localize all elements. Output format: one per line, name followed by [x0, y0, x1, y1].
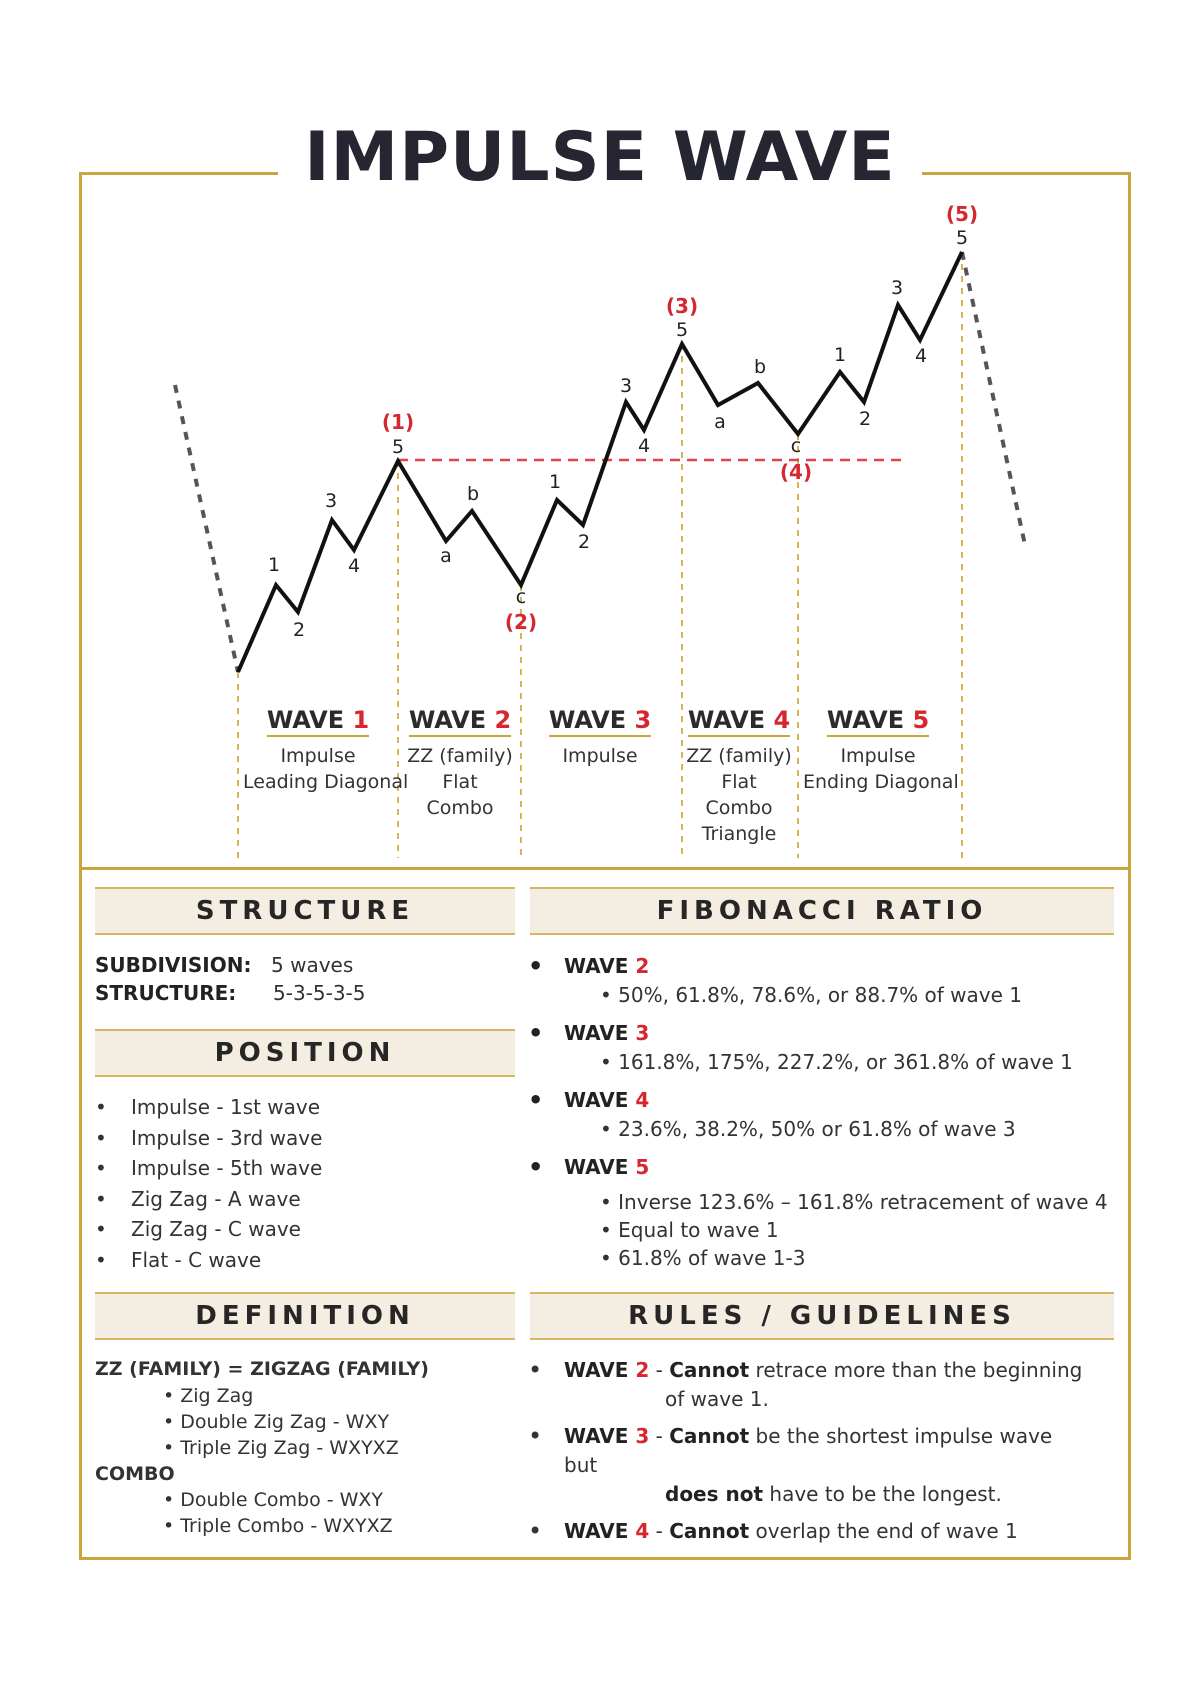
sub-label: 4: [347, 555, 361, 577]
subdivision-value: 5 waves: [271, 953, 354, 977]
list-item: • Zig Zag - A wave: [95, 1184, 322, 1215]
outgoing-trend-line: [962, 252, 1025, 545]
sub-label: c: [515, 586, 527, 608]
major-label-3: (3): [665, 294, 699, 318]
wave-2-desc: Flat: [442, 771, 478, 793]
incoming-trend-line: [175, 385, 238, 672]
sub-label: 4: [637, 435, 651, 457]
definition-item: • Triple Zig Zag - WXYXZ: [163, 1437, 399, 1459]
combo-title: COMBO: [95, 1463, 175, 1485]
rule-wave-2: • WAVE 2 - Cannot retrace more than the beginning: [528, 1356, 1088, 1385]
rule-wave-4: • WAVE 4 - Cannot overlap the end of wave 1: [528, 1517, 1088, 1546]
wave-4-desc: Combo: [705, 797, 773, 819]
wave-5-desc: Impulse: [840, 745, 916, 767]
sub-label: b: [466, 483, 480, 505]
list-item: • Impulse - 1st wave: [95, 1092, 322, 1123]
wave-1-desc: Leading Diagonal: [243, 771, 409, 793]
impulse-wave-path: [238, 252, 962, 672]
sub-label: a: [440, 545, 452, 567]
zz-family-title: ZZ (FAMILY) = ZIGZAG (FAMILY): [95, 1358, 429, 1380]
list-item: • Impulse - 3rd wave: [95, 1123, 322, 1154]
wave-3-title: WAVE 3: [549, 705, 651, 737]
fib-ratio: • Inverse 123.6% – 161.8% retracement of wave 4: [600, 1190, 1108, 1214]
section-divider: [79, 867, 1131, 870]
fibonacci-heading: FIBONACCI RATIO: [530, 887, 1114, 935]
fib-wave-5: • WAVE 5: [528, 1152, 1088, 1182]
sub-label: 3: [324, 490, 338, 512]
fib-ratio: • 161.8%, 175%, 227.2%, or 361.8% of wave 1: [600, 1050, 1073, 1074]
major-label-4: (4): [779, 460, 813, 484]
sub-label: 4: [914, 345, 928, 367]
fib-ratio: • 23.6%, 38.2%, 50% or 61.8% of wave 3: [600, 1117, 1016, 1141]
list-item: • Flat - C wave: [95, 1245, 322, 1276]
wave-4-desc: ZZ (family): [686, 745, 792, 767]
definition-item: • Double Zig Zag - WXY: [163, 1411, 390, 1433]
definition-item: • Zig Zag: [163, 1385, 254, 1407]
wave-2-desc: Combo: [426, 797, 494, 819]
position-list: [95, 1092, 322, 1275]
major-label-5: (5): [945, 202, 979, 226]
sub-label: 1: [833, 344, 847, 366]
wave-4-title: WAVE 4: [688, 705, 790, 737]
definition-item: • Triple Combo - WXYXZ: [163, 1515, 393, 1537]
rule-wave-3: • WAVE 3 - Cannot be the shortest impulse wave but: [528, 1422, 1088, 1480]
sub-label: 2: [292, 619, 306, 641]
wave-3-column: [525, 705, 675, 769]
position-heading: POSITION: [95, 1029, 515, 1077]
sub-label: 3: [619, 375, 633, 397]
major-label-1: (1): [381, 410, 415, 434]
sub-label: 1: [267, 554, 281, 576]
rules-list: [528, 1356, 1088, 1546]
fib-wave-2: • WAVE 2: [528, 951, 1088, 981]
wave-4-desc: Flat: [721, 771, 757, 793]
sub-label: c: [790, 435, 802, 457]
wave-5-column: [803, 705, 959, 795]
fib-ratio: • 61.8% of wave 1-3: [600, 1246, 806, 1270]
wave-1-column: [243, 705, 409, 795]
definition-heading: DEFINITION: [95, 1292, 515, 1340]
structure-value: 5-3-5-3-5: [273, 981, 366, 1005]
fib-wave-3: • WAVE 3: [528, 1018, 1088, 1048]
sub-label: b: [753, 356, 767, 378]
sub-label: 3: [890, 277, 904, 299]
major-label-2: (2): [504, 610, 538, 634]
sub-label: 5: [955, 227, 969, 249]
wave-3-desc: Impulse: [562, 745, 638, 767]
sub-label: a: [714, 411, 726, 433]
page-title: IMPULSE WAVE: [0, 118, 1200, 197]
sub-label: 1: [548, 471, 562, 493]
wave-1-title: WAVE 1: [267, 705, 369, 737]
wave-5-desc: Ending Diagonal: [803, 771, 959, 793]
list-item: • Zig Zag - C wave: [95, 1214, 322, 1245]
list-item: • Impulse - 5th wave: [95, 1153, 322, 1184]
fib-ratio: • Equal to wave 1: [600, 1218, 779, 1242]
fib-ratio: • 50%, 61.8%, 78.6%, or 88.7% of wave 1: [600, 983, 1023, 1007]
wave-5-title: WAVE 5: [827, 705, 929, 737]
fibonacci-list: [528, 951, 1108, 1272]
definition-item: • Double Combo - WXY: [163, 1489, 384, 1511]
structure-heading: STRUCTURE: [95, 887, 515, 935]
sub-label: 5: [391, 436, 405, 458]
sub-label: 5: [675, 319, 689, 341]
wave-2-title: WAVE 2: [409, 705, 511, 737]
rules-heading: RULES / GUIDELINES: [530, 1292, 1114, 1340]
subdivision-label: SUBDIVISION:: [95, 953, 252, 977]
wave-1-desc: Impulse: [280, 745, 356, 767]
sub-label: 2: [577, 531, 591, 553]
rule-continuation: does not have to be the longest.: [665, 1482, 1002, 1506]
wave-2-desc: ZZ (family): [407, 745, 513, 767]
wave-2-column: [385, 705, 535, 821]
wave-4-desc: Triangle: [701, 823, 777, 845]
rule-continuation: of wave 1.: [665, 1387, 769, 1411]
sub-label: 2: [858, 408, 872, 430]
structure-label: STRUCTURE:: [95, 981, 237, 1005]
fib-wave-4: • WAVE 4: [528, 1085, 1088, 1115]
wave-4-column: [664, 705, 814, 847]
